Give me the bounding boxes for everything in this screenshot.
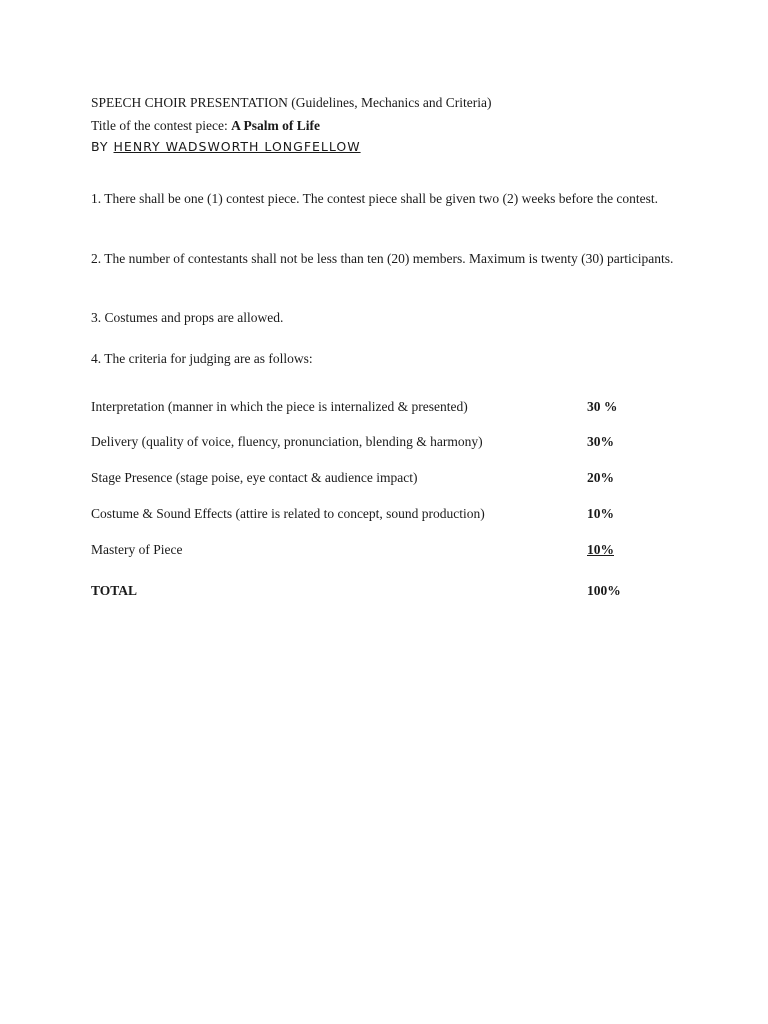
author-by-prefix: BY	[91, 139, 114, 154]
criteria-row	[91, 541, 651, 559]
contest-title-prefix: Title of the contest piece:	[91, 118, 232, 133]
criteria-label: Stage Presence (stage poise, eye contact & audience impact)	[91, 470, 418, 485]
criteria-percentage: 30 %	[587, 399, 618, 414]
document-heading: SPEECH CHOIR PRESENTATION (Guidelines, Mechanics and Criteria)	[91, 95, 492, 110]
criteria-row	[91, 433, 651, 451]
total-percentage: 100%	[587, 583, 621, 598]
total-label: TOTAL	[91, 583, 138, 598]
criteria-row	[91, 398, 651, 416]
criteria-row	[91, 505, 651, 523]
rule-item: 4. The criteria for judging are as follows:	[91, 351, 313, 366]
rule-item: 3. Costumes and props are allowed.	[91, 310, 284, 325]
author-name: HENRY WADSWORTH LONGFELLOW	[113, 139, 361, 154]
rule-item: 2. The number of contestants shall not be less than ten (20) members. Maximum is twenty (30) participants.	[91, 251, 674, 266]
criteria-label: Interpretation (manner in which the piece is internalized & presented)	[91, 399, 468, 414]
criteria-label: Mastery of Piece	[91, 542, 183, 557]
total-row	[91, 582, 651, 600]
criteria-label: Costume & Sound Effects (attire is related to concept, sound production)	[91, 506, 485, 521]
criteria-percentage: 30%	[587, 434, 614, 449]
criteria-label: Delivery (quality of voice, fluency, pronunciation, blending & harmony)	[91, 434, 483, 449]
criteria-percentage: 10%	[587, 542, 614, 557]
criteria-percentage: 20%	[587, 470, 614, 485]
contest-piece-title: A Psalm of Life	[231, 118, 320, 133]
contest-title-line	[91, 117, 320, 135]
criteria-percentage: 10%	[587, 506, 614, 521]
criteria-row	[91, 469, 651, 487]
author-line	[91, 138, 361, 156]
rule-item: 1. There shall be one (1) contest piece. The contest piece shall be given two (2) weeks before the contest.	[91, 191, 659, 206]
